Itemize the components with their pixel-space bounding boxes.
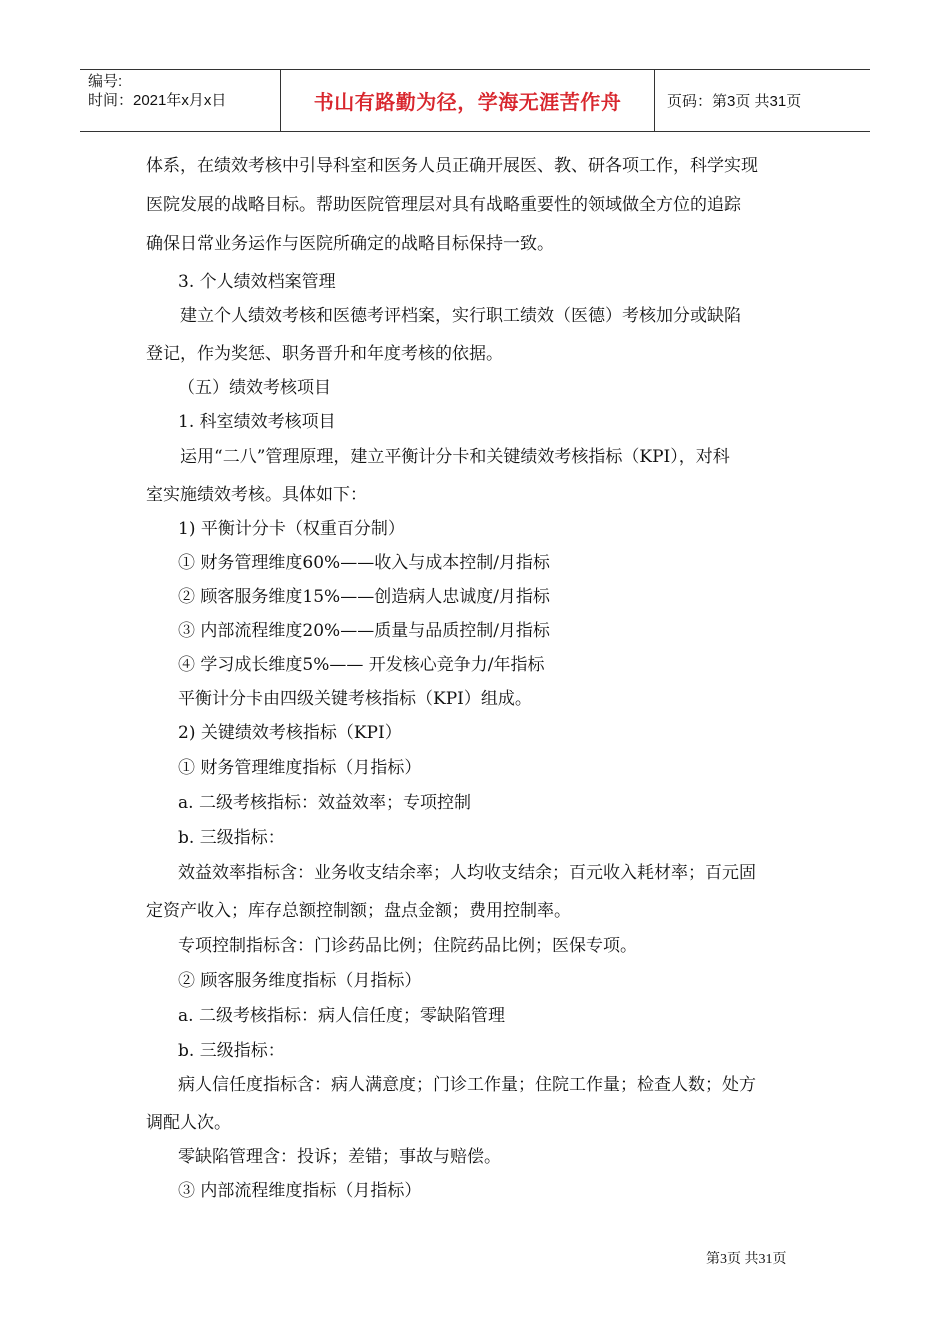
page-footer: 第3页 共31页 [706, 1252, 787, 1267]
section-heading: 1. 科室绩效考核项目 [178, 412, 336, 432]
section-heading: （五）绩效考核项目 [178, 378, 331, 398]
list-item: ③ 内部流程维度指标（月指标） [178, 1181, 422, 1201]
list-item: ② 顾客服务维度指标（月指标） [178, 971, 422, 991]
list-item: a. 二级考核指标：效益效率；专项控制 [178, 793, 471, 813]
paragraph-line: 定资产收入；库存总额控制额；盘点金额；费用控制率。 [146, 901, 571, 921]
paragraph-line: 效益效率指标含：业务收支结余率；人均收支结余；百元收入耗材率；百元固 [178, 863, 756, 883]
paragraph-line: 体系，在绩效考核中引导科室和医务人员正确开展医、教、研各项工作，科学实现 [146, 156, 758, 176]
section-heading: 3. 个人绩效档案管理 [178, 272, 336, 292]
paragraph-line: 平衡计分卡由四级关键考核指标（KPI）组成。 [178, 689, 532, 709]
list-heading: 1) 平衡计分卡（权重百分制） [178, 519, 405, 539]
motto: 书山有路勤为径，学海无涯苦作舟 [313, 90, 622, 114]
header-motto-cell [281, 70, 655, 131]
paragraph-line: 病人信任度指标含：病人满意度；门诊工作量；住院工作量；检查人数；处方 [178, 1075, 756, 1095]
paragraph-line: 登记，作为奖惩、职务晋升和年度考核的依据。 [146, 344, 503, 364]
paragraph-line: 调配人次。 [146, 1113, 231, 1133]
list-item: b. 三级指标： [178, 1041, 285, 1061]
list-item: ① 财务管理维度60%——收入与成本控制/月指标 [178, 553, 550, 573]
paragraph-line: 建立个人绩效考核和医德考评档案，实行职工绩效（医德）考核加分或缺陷 [180, 306, 741, 326]
header-page-cell [655, 70, 870, 131]
list-heading: 2) 关键绩效考核指标（KPI） [178, 723, 402, 743]
list-item: ① 财务管理维度指标（月指标） [178, 758, 422, 778]
paragraph-line: 确保日常业务运作与医院所确定的战略目标保持一致。 [146, 234, 554, 254]
number-label: 编号: [88, 73, 123, 90]
paragraph-line: 运用“二八”管理原理，建立平衡计分卡和关键绩效考核指标（KPI），对科 [180, 447, 730, 467]
paragraph-line: 零缺陷管理含：投诉；差错；事故与赔偿。 [178, 1147, 501, 1167]
list-item: ③ 内部流程维度20%——质量与品质控制/月指标 [178, 621, 550, 641]
list-item: b. 三级指标： [178, 828, 285, 848]
paragraph-line: 医院发展的战略目标。帮助医院管理层对具有战略重要性的领域做全方位的追踪 [146, 195, 741, 215]
page-header [80, 69, 870, 132]
paragraph-line: 室实施绩效考核。具体如下： [146, 485, 367, 505]
header-meta [80, 70, 281, 131]
list-item: a. 二级考核指标：病人信任度；零缺陷管理 [178, 1006, 505, 1026]
list-item: ② 顾客服务维度15%——创造病人忠诚度/月指标 [178, 587, 550, 607]
paragraph-line: 专项控制指标含：门诊药品比例；住院药品比例；医保专项。 [178, 936, 637, 956]
list-item: ④ 学习成长维度5%—— 开发核心竞争力/年指标 [178, 655, 545, 675]
page-label: 页码：第3页 共31页 [667, 93, 802, 110]
date-label: 时间：2021年x月x日 [88, 92, 227, 109]
